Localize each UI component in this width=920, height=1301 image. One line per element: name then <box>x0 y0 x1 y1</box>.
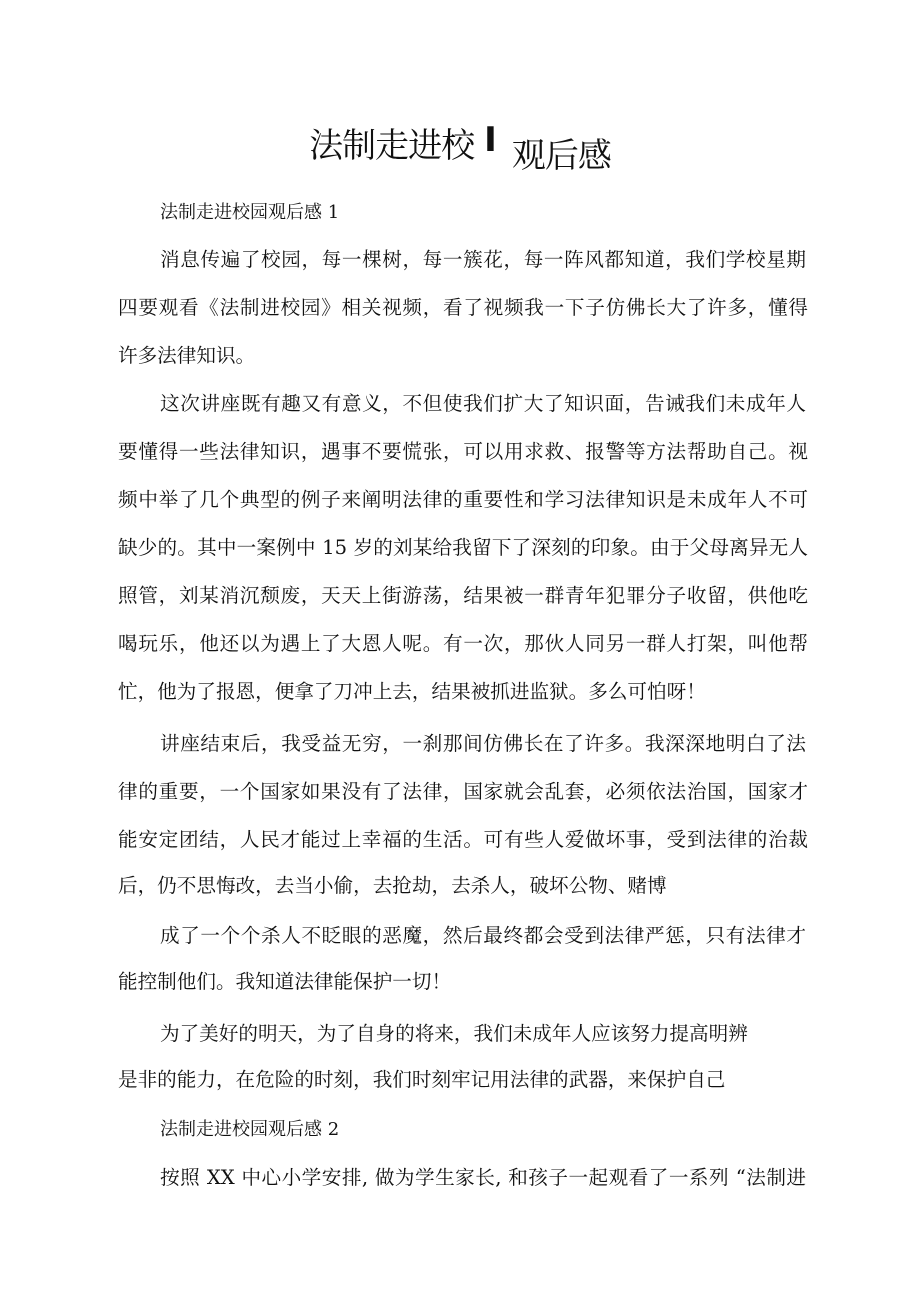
title-bar: I <box>484 120 496 160</box>
paragraph-line: 忙，他为了报恩，便拿了刀冲上去，结果被抓进监狱。多么可怕呀！ <box>118 680 706 703</box>
paragraph-line: 律的重要，一个国家如果没有了法律，国家就会乱套，必须依法治国，国家才 <box>118 780 808 803</box>
paragraph-line: 四要观看《法制进校园》相关视频，看了视频我一下子仿佛长大了许多，懂得 <box>118 296 808 319</box>
paragraph-line: 成了一个个杀人不眨眼的恶魔，然后最终都会受到法律严惩，只有法律才 <box>160 924 806 947</box>
section-heading-1: 法制走进校园观后感 1 <box>160 202 340 223</box>
paragraph-line: 讲座结束后，我受益无穷，一刹那间仿佛长在了许多。我深深地明白了法 <box>160 732 806 755</box>
paragraph-line: 是非的能力，在危险的时刻，我们时刻牢记用法律的武器，来保护自己 <box>118 1068 726 1091</box>
paragraph-line: 照管，刘某消沉颓废，天天上街游荡，结果被一群青年犯罪分子收留，供他吃 <box>118 584 808 607</box>
paragraph-line: 喝玩乐，他还以为遇上了大恩人呢。有一次，那伙人同另一群人打架，叫他帮 <box>118 632 808 655</box>
section-heading-2: 法制走进校园观后感 2 <box>160 1119 340 1140</box>
paragraph-line: 缺少的。其中一案例中 15 岁的刘某给我留下了深刻的印象。由于父母离异无人 <box>118 536 808 559</box>
paragraph-line: 频中举了几个典型的例子来阐明法律的重要性和学习法律知识是未成年人不可 <box>118 488 808 511</box>
paragraph-line: 能控制他们。我知道法律能保护一切！ <box>118 970 452 993</box>
paragraph-line: 消息传遍了校园，每一棵树，每一簇花，每一阵风都知道，我们学校星期 <box>160 248 806 271</box>
title-main: 法制走进校 <box>309 126 475 166</box>
document-title <box>0 118 920 176</box>
paragraph-line: 要懂得一些法律知识，遇事不要慌张，可以用求救、报警等方法帮助自己。视 <box>118 440 808 463</box>
paragraph-line: 许多法律知识。 <box>118 344 256 367</box>
paragraph-line: 为了美好的明天，为了自身的将来，我们未成年人应该努力提高明辨 <box>160 1022 748 1045</box>
title-tail: 观后感 <box>511 136 611 176</box>
paragraph-line: 能安定团结，人民才能过上幸福的生活。可有些人爱做坏事，受到法律的治裁 <box>118 828 808 851</box>
paragraph-line: 这次讲座既有趣又有意义，不但使我们扩大了知识面，告诫我们未成年人 <box>160 392 806 415</box>
paragraph-line: 按照 XX 中心小学安排, 做为学生家长, 和孩子一起观看了一系列 “法制进 <box>160 1166 806 1189</box>
paragraph-line: 后，仍不思悔改，去当小偷，去抢劫，去杀人，破坏公物、赌博 <box>118 874 667 897</box>
